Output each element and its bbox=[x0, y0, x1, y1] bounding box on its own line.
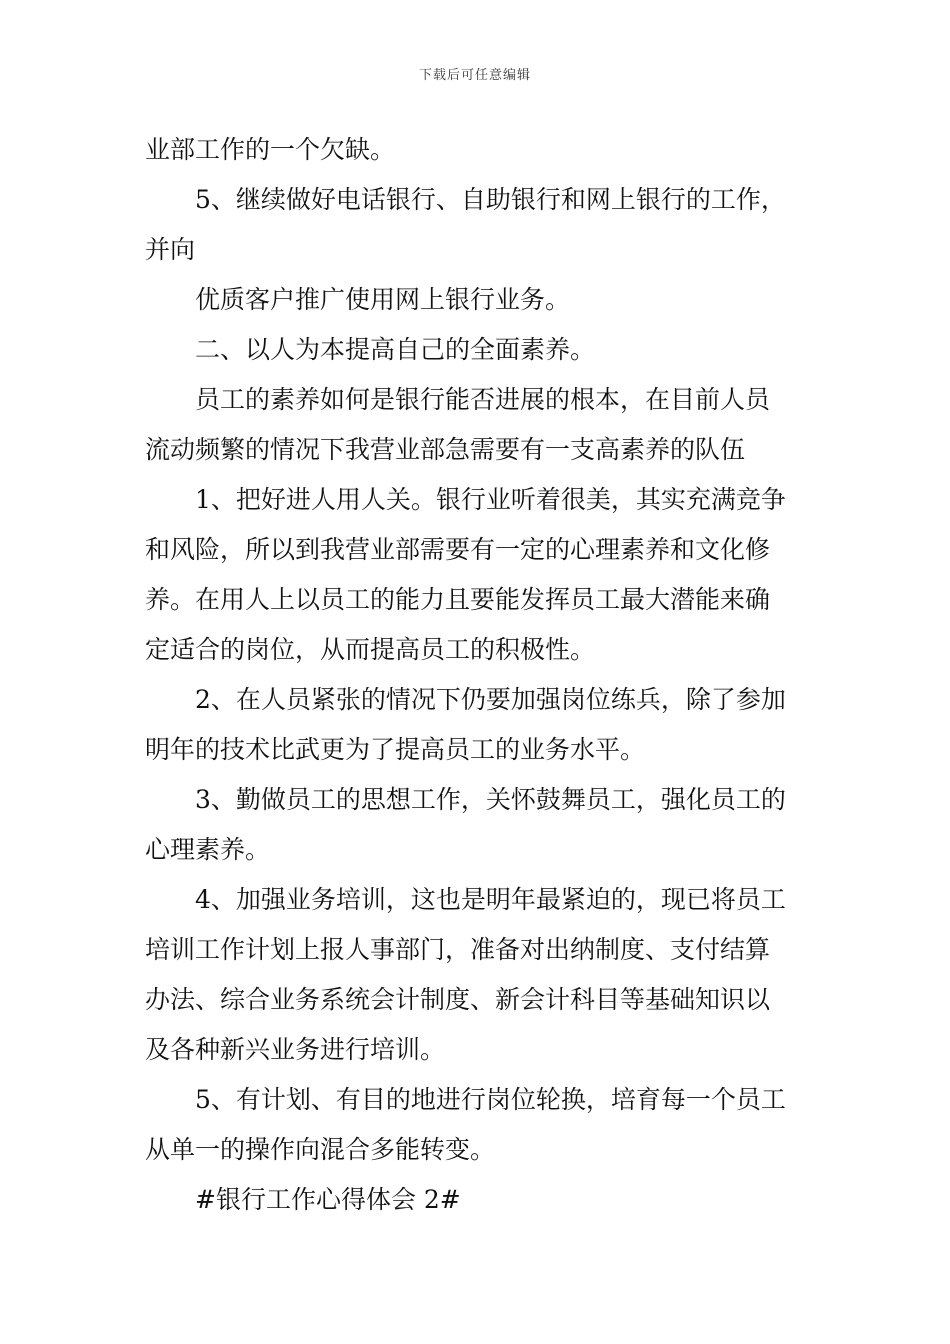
text-line: 5、有计划、有目的地进行岗位轮换，培育每一个员工 bbox=[195, 1085, 786, 1114]
text-line: 从单一的操作向混合多能转变。 bbox=[145, 1135, 496, 1164]
text-line: 3、勤做员工的思想工作，关怀鼓舞员工，强化员工的 bbox=[195, 785, 786, 814]
text-line: 流动频繁的情况下我营业部急需要有一支高素养的队伍 bbox=[145, 435, 746, 464]
text-line: 1、把好进人用人关。银行业听着很美，其实充满竞争 bbox=[195, 485, 786, 514]
text-line: 养。在用人上以员工的能力且要能发挥员工最大潜能来确 bbox=[145, 585, 771, 614]
text-line: 及各种新兴业务进行培训。 bbox=[145, 1035, 446, 1064]
text-line: 优质客户推广使用网上银行业务。 bbox=[195, 285, 571, 314]
text-line: 明年的技术比武更为了提高员工的业务水平。 bbox=[145, 735, 646, 764]
text-line: #银行工作心得体会 2# bbox=[195, 1185, 461, 1214]
text-line: 心理素养。 bbox=[145, 835, 271, 864]
text-line: 5、继续做好电话银行、自助银行和网上银行的工作， bbox=[195, 185, 786, 214]
text-line: 2、在人员紧张的情况下仍要加强岗位练兵，除了参加 bbox=[195, 685, 786, 714]
text-line: 4、加强业务培训，这也是明年最紧迫的，现已将员工 bbox=[195, 885, 786, 914]
text-line: 办法、综合业务系统会计制度、新会计科目等基础知识以 bbox=[145, 985, 771, 1014]
text-line: 业部工作的一个欠缺。 bbox=[145, 135, 396, 164]
text-line: 员工的素养如何是银行能否进展的根本，在目前人员 bbox=[195, 385, 771, 414]
text-line: 定适合的岗位，从而提高员工的积极性。 bbox=[145, 635, 596, 664]
text-line: 二、以人为本提高自己的全面素养。 bbox=[195, 335, 596, 364]
text-line: 并向 bbox=[145, 235, 196, 264]
page-header: 下载后可任意编辑 bbox=[418, 68, 531, 83]
text-line: 和风险，所以到我营业部需要有一定的心理素养和文化修 bbox=[145, 535, 771, 564]
document-body bbox=[145, 125, 810, 1225]
text-line: 培训工作计划上报人事部门，准备对出纳制度、支付结算 bbox=[145, 935, 771, 964]
